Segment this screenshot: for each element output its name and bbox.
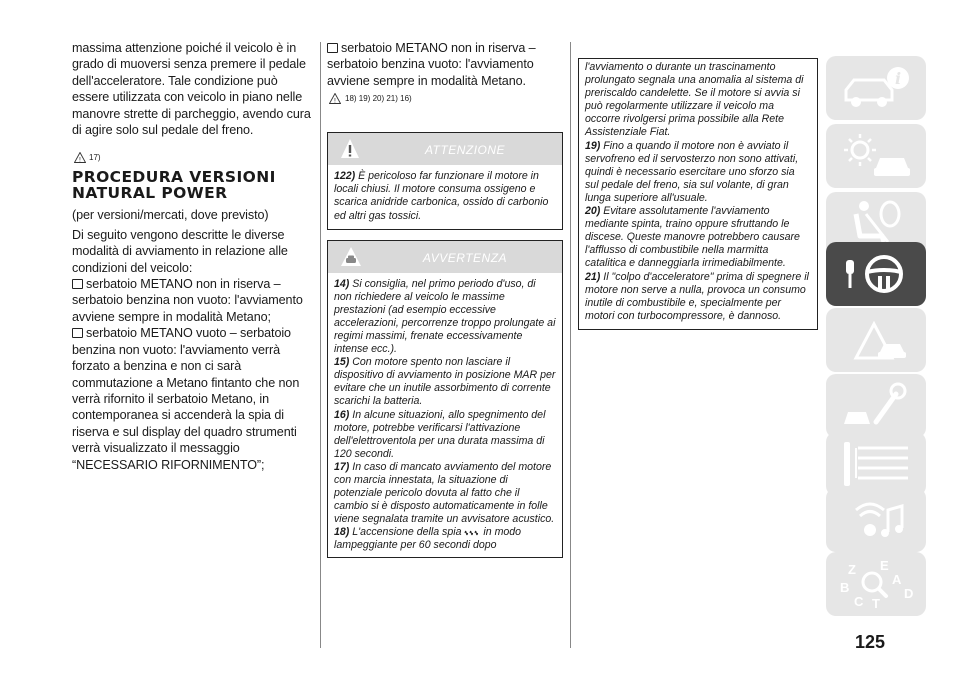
avvertenza-box: [327, 240, 563, 558]
tab-dashboard-lights[interactable]: [826, 124, 926, 188]
column-divider: [570, 42, 571, 648]
avvertenza-item: [328, 526, 562, 552]
list-item-text: serbatoio METANO vuoto – serbatoio benzina non vuoto: l'avviamento verrà forzato a benzina e non ci sarà commutazione a Metano fintanto che non verrà rifornito il serbatoio Metano, in contemporanea si accenderà la spia di riserva e sul display del quadro strumenti verrà visualizzato il messaggio “NECESSARIO RIFORNIMENTO”;: [72, 326, 300, 472]
column-right: [578, 58, 818, 330]
avvertenza-item: [579, 140, 817, 205]
avvertenza-list: [328, 273, 562, 557]
car-info-icon: [826, 56, 926, 120]
column-middle: [327, 40, 563, 558]
avvertenza-item: [328, 278, 562, 357]
note-text: In alcune situazioni, allo spegnimento del motore, potrebbe verificarsi l'attivazione dell'elettroventola per una durata massima di 120 secondi.: [334, 408, 546, 460]
index-letter: T: [872, 596, 880, 611]
svg-text:i: i: [894, 69, 902, 88]
index-letter: C: [854, 594, 864, 609]
bullet-box-icon: [72, 279, 83, 289]
note-text: Si consiglia, nel primo periodo d'uso, di non richiedere al veicolo le massime prestazioni (ad esempio eccessive accelerazioni, percorrenze troppo prolungate ai regimi massimi, frenate eccessivamente intense ecc.).: [334, 277, 556, 356]
section-heading: PROCEDURA VERSIONI NATURAL POWER: [72, 168, 276, 203]
attenzione-header: [328, 133, 562, 165]
key-steering-wheel-icon: [826, 242, 926, 306]
list-item: [327, 40, 563, 89]
list-item-text: serbatoio METANO non in riserva – serbatoio benzina non vuoto: l'avviamento avviene sempre in modalità Metano;: [72, 277, 303, 324]
bullet-box-icon: [72, 328, 83, 338]
avvertenza-header: [328, 241, 562, 273]
index-letters-icon: [826, 552, 926, 616]
note-number: 122): [334, 170, 356, 183]
note-text: L'accensione della spia: [352, 526, 462, 539]
column-left: [72, 40, 312, 473]
avvertenza-continued-box: [578, 58, 818, 330]
warning-ref: [74, 152, 312, 163]
avvertenza-item: [328, 409, 562, 461]
tab-specifications[interactable]: [826, 432, 926, 496]
section-subtitle: (per versioni/mercati, dove previsto): [72, 208, 269, 223]
attenzione-title: ATTENZIONE: [424, 143, 506, 158]
ref-label: 18) 19) 20) 21) 16): [345, 94, 412, 104]
note-number: 19): [585, 139, 601, 152]
dashboard-lights-icon: [826, 124, 926, 188]
tab-starting-driving[interactable]: [826, 242, 926, 306]
note-text: in modo lampeggiante per 60 secondi dopo: [334, 526, 522, 552]
note-number: 16): [334, 408, 350, 421]
list-item-text: serbatoio METANO non in riserva – serbatoio benzina vuoto: l'avviamento avviene sempre in modalità Metano.: [327, 41, 536, 88]
warning-triangle-icon: [74, 152, 86, 163]
note-text: Con motore spento non lasciare il dispositivo di avviamento in posizione MAR per evitare che un inutile assorbimento di corrente scarichi la batteria.: [334, 356, 556, 408]
paragraph-intro: massima attenzione poiché il veicolo è in grado di muoversi senza premere il pedale dell'acceleratore. Tale condizione può essere utilizzata con veicolo in piano nelle manovre strette di parcheggio, avendo cura di agire solo sul pedale del freno.: [72, 41, 311, 138]
note-number: 14): [334, 277, 350, 290]
ref-label: 17): [89, 153, 101, 163]
note-text: Fino a quando il motore non è avviato il servofreno ed il servosterzo non sono attivati, quindi è necessario esercitare uno sforzo sia sul pedale del freno, sia sul volante, di gran lunga superiore all'usuale.: [585, 139, 799, 204]
note-text: In caso di mancato avviamento del motore con marcia innestata, la situazione di potenziale pericolo dovuta al fatto che il cambio si è disposto automaticamente in folle viene segnalata tramite un avvisatore acustico.: [334, 460, 555, 526]
index-letter: B: [840, 580, 850, 595]
warning-refs: [329, 93, 563, 104]
note-number: 20): [585, 205, 601, 218]
avvertenza-item: [328, 461, 562, 526]
avvertenza-item: [579, 205, 817, 270]
list-item: [72, 325, 312, 473]
bullet-box-icon: [327, 43, 338, 53]
glow-plug-icon: [464, 528, 480, 537]
avvertenza-item: [579, 271, 817, 323]
tab-maintenance[interactable]: [826, 374, 926, 438]
tab-emergency[interactable]: [826, 308, 926, 372]
index-letter: Z: [848, 562, 856, 577]
avvertenza-title: AVVERTENZA: [422, 250, 508, 265]
note-text: Evitare assolutamente l'avviamento mediante spinta, traino oppure sfruttando le discese. Queste manovre potrebbero causare l'afflusso di combustibile nella marmitta catalitica e danneggiarla irrimediabilmente.: [585, 205, 800, 270]
note-number: 15): [334, 356, 350, 369]
avvertenza-item: [328, 356, 562, 408]
list-item: [72, 276, 312, 325]
tab-index[interactable]: [826, 552, 926, 616]
page-number: 125: [855, 632, 886, 652]
index-letter: E: [880, 558, 889, 573]
svg-text:!: !: [79, 157, 81, 164]
note-number: 17): [334, 460, 350, 473]
attenzione-text: [328, 165, 562, 228]
note-text: Il "colpo d'acceleratore" prima di spegnere il motore non serve a nulla, provoca un consumo inutile di combustibile e, specialmente per motori con turbocompressore, è dannoso.: [585, 270, 809, 322]
attenzione-box: [327, 132, 563, 229]
column-divider: [320, 42, 321, 648]
specifications-icon: [826, 432, 926, 496]
warning-car-icon: [826, 308, 926, 372]
note-number: 18): [334, 526, 350, 539]
paragraph-description: Di seguito vengono descritte le diverse modalità di avviamento in relazione alle condizioni del veicolo:: [72, 227, 288, 275]
index-letter: D: [904, 586, 914, 601]
svg-text:!: !: [334, 98, 336, 105]
car-maintenance-icon: [826, 374, 926, 438]
tab-car-info[interactable]: [826, 56, 926, 120]
note-number: 21): [585, 270, 601, 283]
warning-triangle-icon: [329, 93, 341, 104]
continued-text: l'avviamento o durante un trascinamento prolungato segnala una anomalia al sistema di preriscaldo candelette. Se il motore si avvia si può regolarmente utilizzare il veicolo ma occorre rivolgersi prima possibile alla Rete Assistenziale Fiat.: [585, 61, 804, 139]
index-letter: A: [892, 572, 902, 587]
note-text: È pericoloso far funzionare il motore in locali chiusi. Il motore consuma ossigeno e scarica anidride carbonica, ossido di carbonio ed altri gas tossici.: [334, 170, 549, 222]
tab-multimedia[interactable]: [826, 488, 926, 552]
multimedia-icon: [826, 488, 926, 552]
